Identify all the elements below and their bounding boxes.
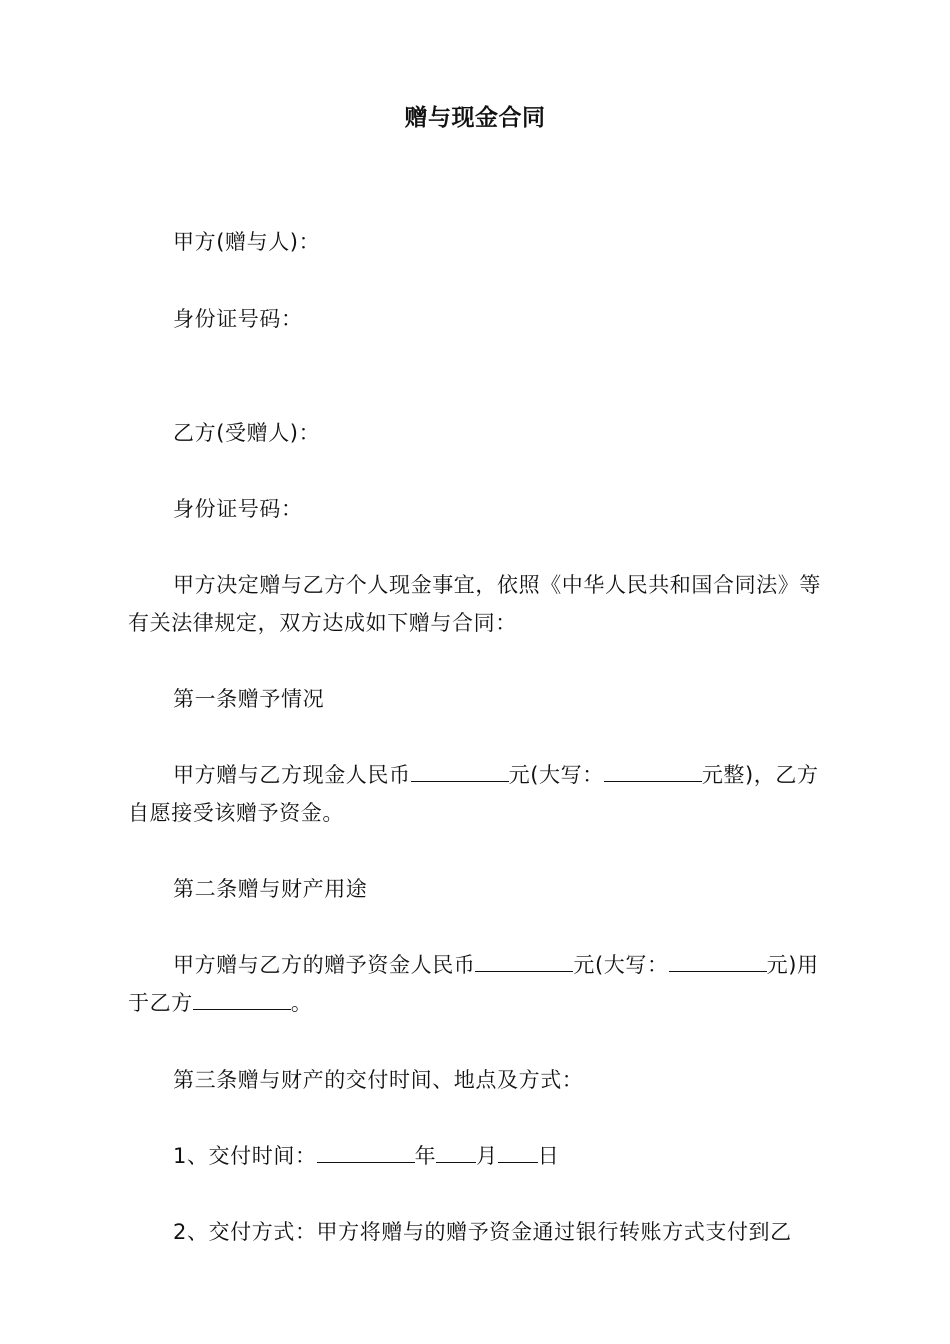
party-a-label: 甲方(赠与人)： [173,230,321,254]
item1-label: 1、交付时间： [173,1144,317,1168]
amount-blank [411,759,509,782]
amount-blank [475,949,573,972]
year-label: 年 [414,1144,437,1168]
article2-paragraph [128,946,828,1022]
day-blank [498,1140,538,1163]
article2-text-2: 元(大写： [573,953,669,977]
party-b-id-label: 身份证号码： [173,497,303,521]
article1-paragraph [128,756,828,832]
article1-text-2: 元(大写： [508,763,604,787]
preamble-paragraph: 甲方决定赠与乙方个人现金事宜，依照《中华人民共和国合同法》等有关法律规定，双方达成如下赠与合同： [128,573,821,635]
amount-words-blank [604,759,702,782]
article1-heading: 第一条赠予情况 [173,687,325,711]
article2-text-1: 甲方赠与乙方的赠予资金人民币 [173,953,476,977]
article2-text-3: 元)用于乙方 [128,953,819,1015]
purpose-blank [193,987,291,1010]
year-blank [317,1140,415,1163]
month-blank [436,1140,476,1163]
month-label: 月 [476,1144,498,1168]
article3-heading: 第三条赠与财产的交付时间、地点及方式： [173,1068,584,1092]
day-label: 日 [537,1144,560,1168]
article1-text-3: 元整)，乙方自愿接受该赠予资金。 [128,763,819,825]
party-b-label: 乙方(受赠人)： [173,421,321,445]
article2-heading: 第二条赠与财产用途 [173,877,368,901]
document-title: 赠与现金合同 [404,105,546,131]
item1-delivery-time [128,1137,828,1175]
party-a-id-label: 身份证号码： [173,307,303,331]
article1-text-1: 甲方赠与乙方现金人民币 [173,763,411,787]
item2-delivery-method: 2、交付方式：甲方将赠与的赠予资金通过银行转账方式支付到乙 [173,1220,792,1244]
article2-text-4: 。 [290,991,313,1015]
amount-words-blank [669,949,767,972]
